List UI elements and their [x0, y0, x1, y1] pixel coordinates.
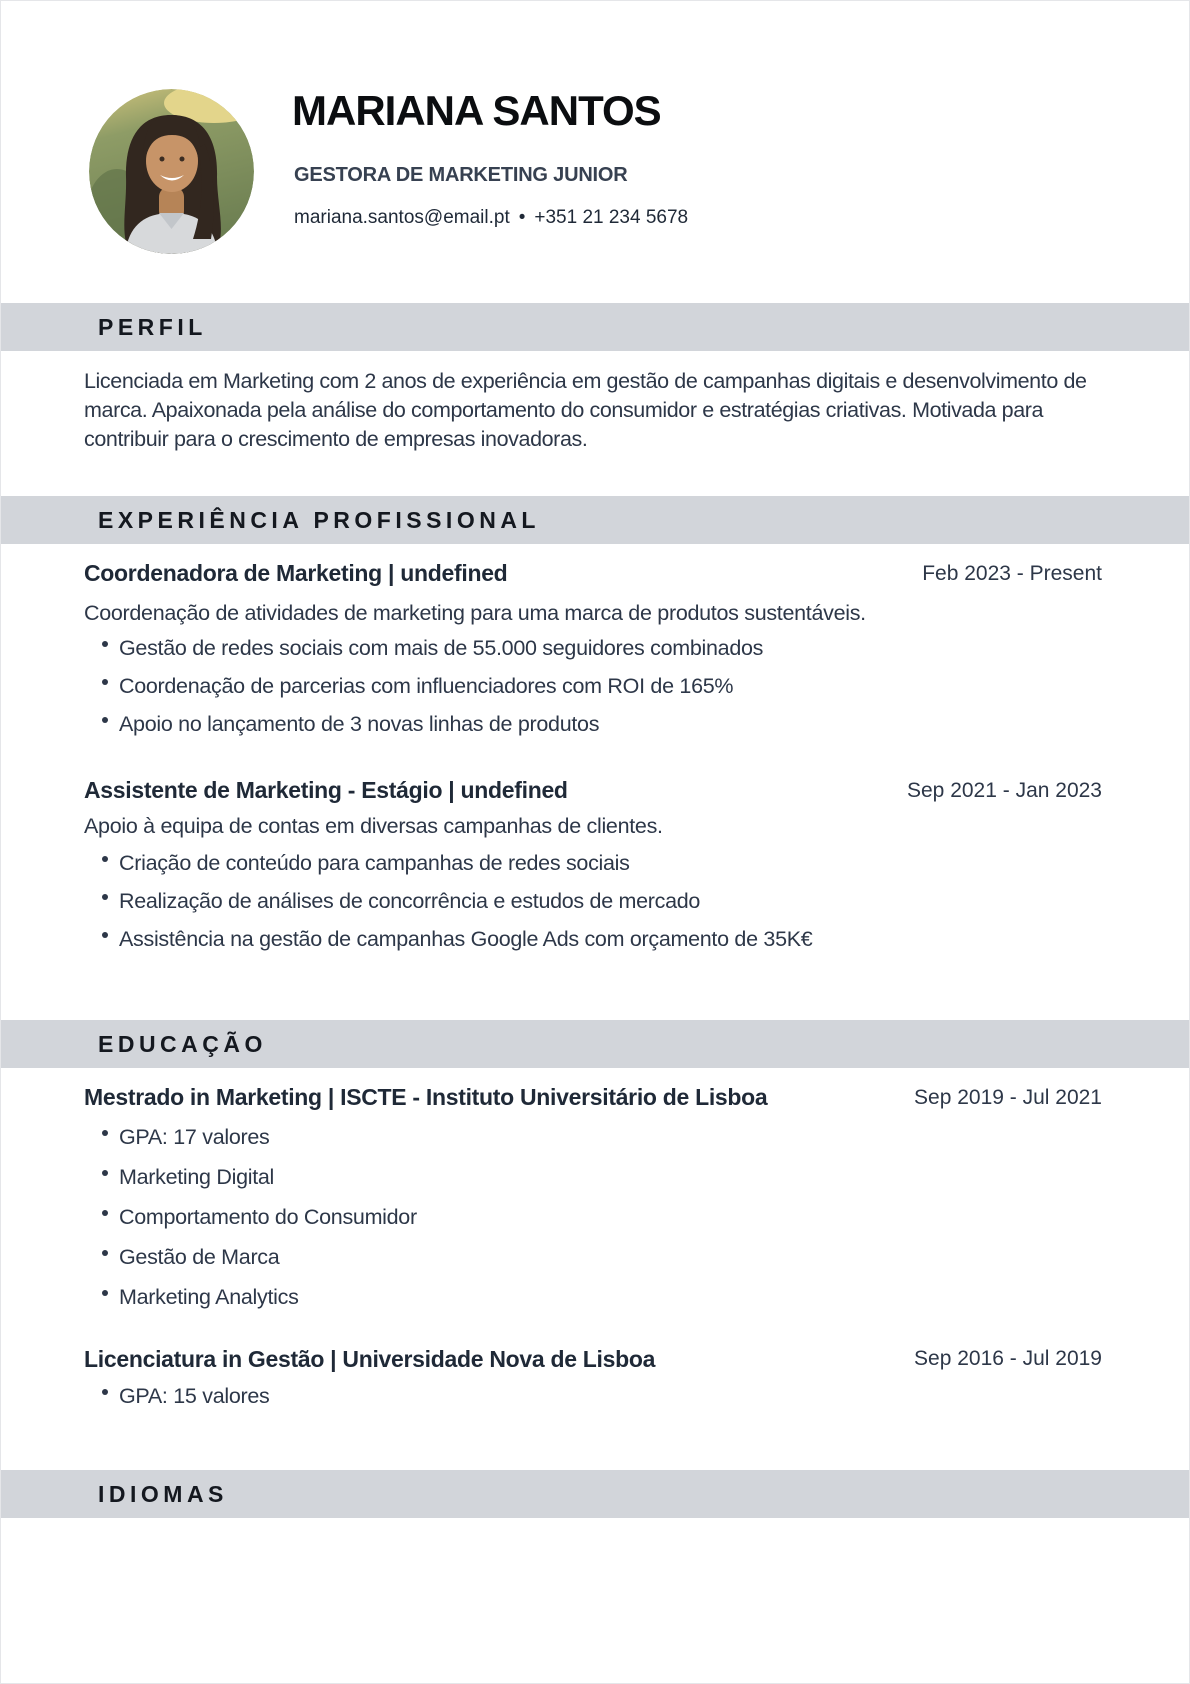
section-title: EXPERIÊNCIA PROFISSIONAL	[98, 506, 540, 533]
bullet-dot-icon	[102, 1290, 108, 1296]
bullet-dot-icon	[102, 1250, 108, 1256]
list-item: Apoio no lançamento de 3 novas linhas de produtos	[84, 705, 1102, 743]
bullet-dot-icon	[102, 1389, 108, 1395]
job-description: Coordenação de atividades de marketing para uma marca de produtos sustentáveis.	[84, 601, 866, 625]
bullet-dot-icon	[102, 932, 108, 938]
candidate-name: MARIANA SANTOS	[292, 87, 661, 134]
list-item: Marketing Digital	[84, 1157, 1102, 1197]
job-description: Apoio à equipa de contas em diversas campanhas de clientes.	[84, 814, 663, 838]
woman-portrait-illustration	[89, 89, 254, 254]
section-title: IDIOMAS	[98, 1480, 228, 1507]
education-title: Licenciatura in Gestão | Universidade Nova de Lisboa	[84, 1346, 656, 1372]
phone-text: +351 21 234 5678	[534, 207, 689, 228]
list-item: Gestão de redes sociais com mais de 55.000 seguidores combinados	[84, 629, 1102, 667]
list-item: GPA: 17 valores	[84, 1117, 1102, 1157]
job-dates: Sep 2021 - Jan 2023	[907, 779, 1102, 802]
job-bullet-list	[84, 844, 1102, 958]
email-text: mariana.santos@email.pt	[294, 207, 510, 228]
bullet-dot-icon	[102, 679, 108, 685]
job-dates: Feb 2023 - Present	[922, 562, 1102, 585]
education-dates: Sep 2016 - Jul 2019	[914, 1347, 1102, 1370]
job-title: Coordenadora de Marketing | undefined	[84, 560, 508, 586]
list-item: Comportamento do Consumidor	[84, 1197, 1102, 1237]
education-bullet-list	[84, 1117, 1102, 1317]
bullet-dot-icon	[102, 856, 108, 862]
education-bullet-list	[84, 1376, 1102, 1416]
list-item: Gestão de Marca	[84, 1237, 1102, 1277]
list-item: Assistência na gestão de campanhas Google Ads com orçamento de 35K€	[84, 920, 1102, 958]
section-header-educacao	[1, 1020, 1189, 1068]
candidate-job-title: GESTORA DE MARKETING JUNIOR	[294, 164, 628, 186]
section-header-experiencia	[1, 496, 1189, 544]
list-item: Coordenação de parcerias com influenciadores com ROI de 165%	[84, 667, 1102, 705]
list-item: Marketing Analytics	[84, 1277, 1102, 1317]
job-bullet-list	[84, 629, 1102, 743]
section-title: EDUCAÇÃO	[98, 1030, 267, 1057]
section-title: PERFIL	[98, 313, 207, 340]
profile-summary: Licenciada em Marketing com 2 anos de experiência em gestão de campanhas digitais e desenvolvimento de marca. Apaixonada pela análise do comportamento do consumidor e estratégias criativas. Motivada para contribuir para o crescimento de empresas inovadoras.	[84, 369, 1087, 451]
section-header-idiomas	[1, 1470, 1189, 1518]
section-header-perfil	[1, 303, 1189, 351]
job-title: Assistente de Marketing - Estágio | undefined	[84, 777, 568, 803]
education-dates: Sep 2019 - Jul 2021	[914, 1086, 1102, 1109]
bullet-dot-icon	[102, 1130, 108, 1136]
contact-separator: •	[518, 207, 526, 228]
profile-photo	[89, 89, 254, 254]
bullet-dot-icon	[102, 641, 108, 647]
education-title: Mestrado in Marketing | ISCTE - Instituto Universitário de Lisboa	[84, 1084, 768, 1110]
bullet-dot-icon	[102, 1170, 108, 1176]
contact-info	[294, 205, 688, 231]
list-item: Realização de análises de concorrência e estudos de mercado	[84, 882, 1102, 920]
bullet-dot-icon	[102, 894, 108, 900]
list-item: GPA: 15 valores	[84, 1376, 1102, 1416]
bullet-dot-icon	[102, 717, 108, 723]
list-item: Criação de conteúdo para campanhas de redes sociais	[84, 844, 1102, 882]
bullet-dot-icon	[102, 1210, 108, 1216]
